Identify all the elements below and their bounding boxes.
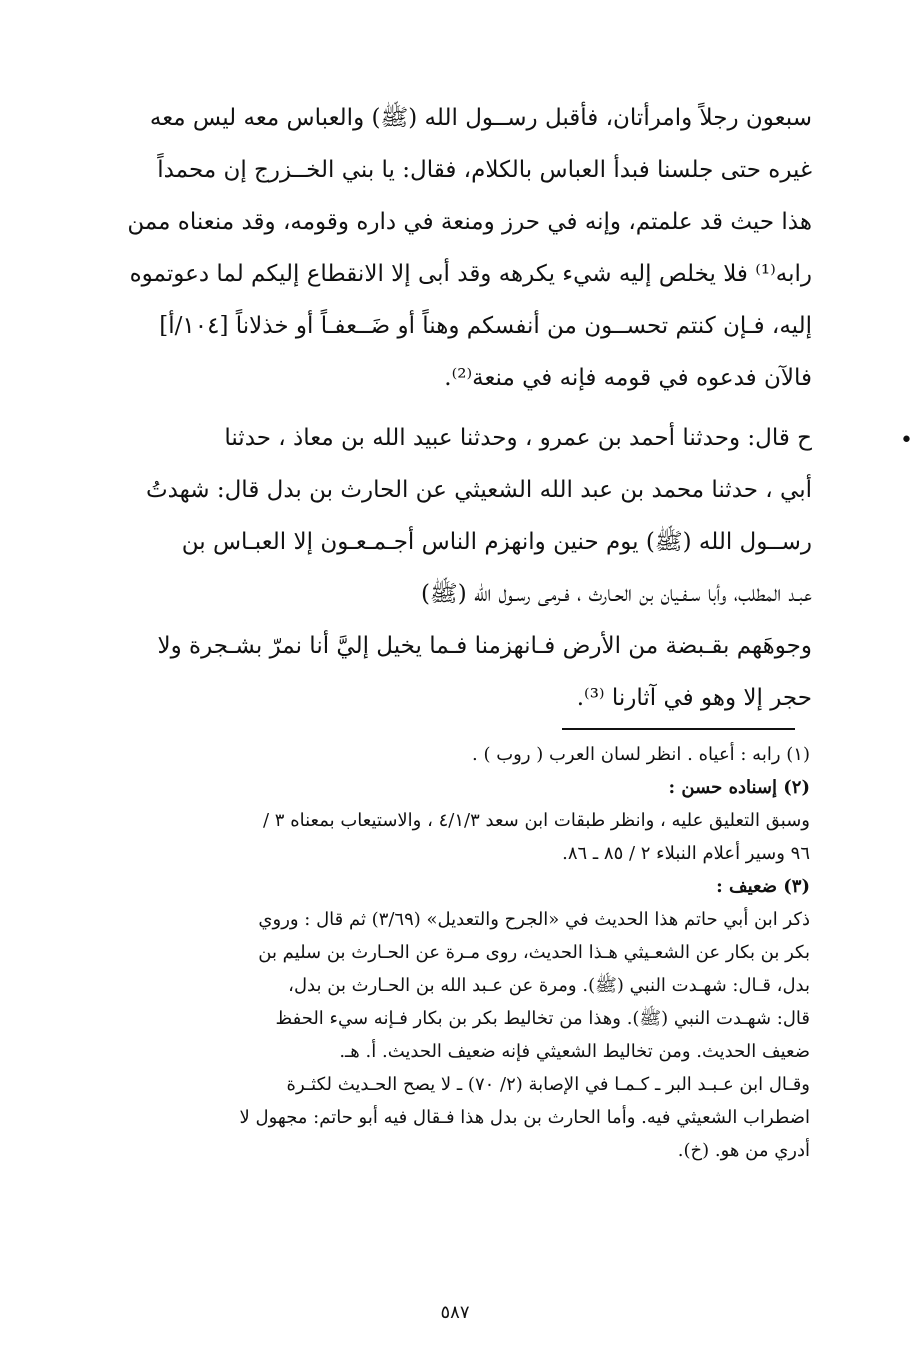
footnote-3-line: ضعيف الحديث. ومن تخاليط الشعيثي فإنه ضعيف الحديث. أ. هـ. — [339, 1041, 810, 1062]
text-line: إليه، فـإن كنتم تحســون من أنفسكم وهناً أو ضَــعفـاً أو خذلاناً [١٠٤/أ] — [159, 313, 812, 339]
text-line: أبي ، حدثنا محمد بن عبد الله الشعيثي عن الحارث بن بدل قال: شهدتُ — [145, 477, 812, 503]
footnote-1: (١) رابه : أعياه . انظر لسان العرب ( روب ) . — [472, 744, 810, 765]
text-line: سبعون رجلاً وامرأتان، فأقبل رســول الله (ﷺ) والعباس معه ليس معه — [149, 105, 812, 131]
text-line: غيره حتى جلسنا فبدأ العباس بالكلام، فقال: يا بني الخــزرج إن محمداً — [157, 157, 812, 183]
text-line: فالآن فدعوه في قومه فإنه في منعة⁽²⁾. — [444, 365, 812, 391]
text-line: عبـد المطلب، وأبا سـفـيان بن الحـارث ، فـرمى رسـول الله (ﷺ) — [420, 581, 812, 607]
footnotes — [74, 738, 810, 1167]
text-line: ح قال: وحدثنا أحمد بن عمرو ، وحدثنا عبيد الله بن معاذ ، حدثنا — [224, 425, 812, 451]
footnote-2-line: وسبق التعليق عليه ، وانظر طبقات ابن سعد ٤/١/٣ ، والاستيعاب بمعناه ٣ / — [263, 810, 810, 831]
footnote-separator — [562, 728, 795, 730]
text-line: هذا حيث قد علمتم، وإنه في حرز ومنعة في داره وقومه، وقد منعناه ممن — [127, 209, 812, 235]
paragraph — [92, 412, 812, 724]
footnote-3-line: قال: شهـدت النبي (ﷺ). وهذا من تخاليط بكر بن بكار فـإنه سيء الحفظ — [275, 1008, 810, 1029]
footnote-2-line: ٩٦ وسير أعلام النبلاء ٢ / ٨٥ ـ ٨٦. — [562, 843, 810, 864]
text-line: رســول الله (ﷺ) يوم حنين وانهزم الناس أجـمـعـون إلا العبـاس بن — [181, 529, 812, 555]
footnote-3-line: بدل، قـال: شهـدت النبي (ﷺ). ومرة عن عـبد الله بن الحـارث بن بدل، — [288, 975, 810, 996]
page-number: ٥٨٧ — [440, 1302, 470, 1323]
paragraph — [92, 92, 812, 404]
footnote-3-heading: (٣) ضعيف : — [716, 876, 810, 897]
footnote-3-line: بكر بن بكار عن الشعـيثي هـذا الحديث، روى مـرة عن الحـارث بن سليم بن — [258, 942, 810, 963]
margin-mark: • — [900, 428, 913, 453]
footnote-2-heading: (٢) إسناده حسن : — [668, 777, 810, 798]
footnote-3-line: اضطراب الشعيثي فيه. وأما الحارث بن بدل هذا فـقال فيه أبو حاتم: مجهول لا — [239, 1107, 810, 1128]
footnote-3-line: ذكر ابن أبي حاتم هذا الحديث في «الجرح والتعديل» (٣/٦٩) ثم قال : وروي — [258, 909, 810, 930]
main-text — [92, 92, 812, 724]
footnote-3-line: وقـال ابن عـبـد البر ـ كـمـا في الإصابة (٢/ ٧٠) ـ لا يصح الحـديث لكثـرة — [286, 1074, 810, 1095]
text-line: وجوهَهم بقـبضة من الأرض فـانهزمنا فـما يخيل إليَّ أنا نمرّ بشـجرة ولا — [157, 633, 812, 659]
text-line: حجر إلا وهو في آثارنا ⁽³⁾. — [576, 685, 812, 711]
text-line: رابه⁽¹⁾ فلا يخلص إليه شيء يكرهه وقد أبى إلا الانقطاع إليكم لما دعوتموه — [129, 261, 812, 287]
footnote-3-line: أدري من هو. (خ). — [677, 1140, 810, 1161]
